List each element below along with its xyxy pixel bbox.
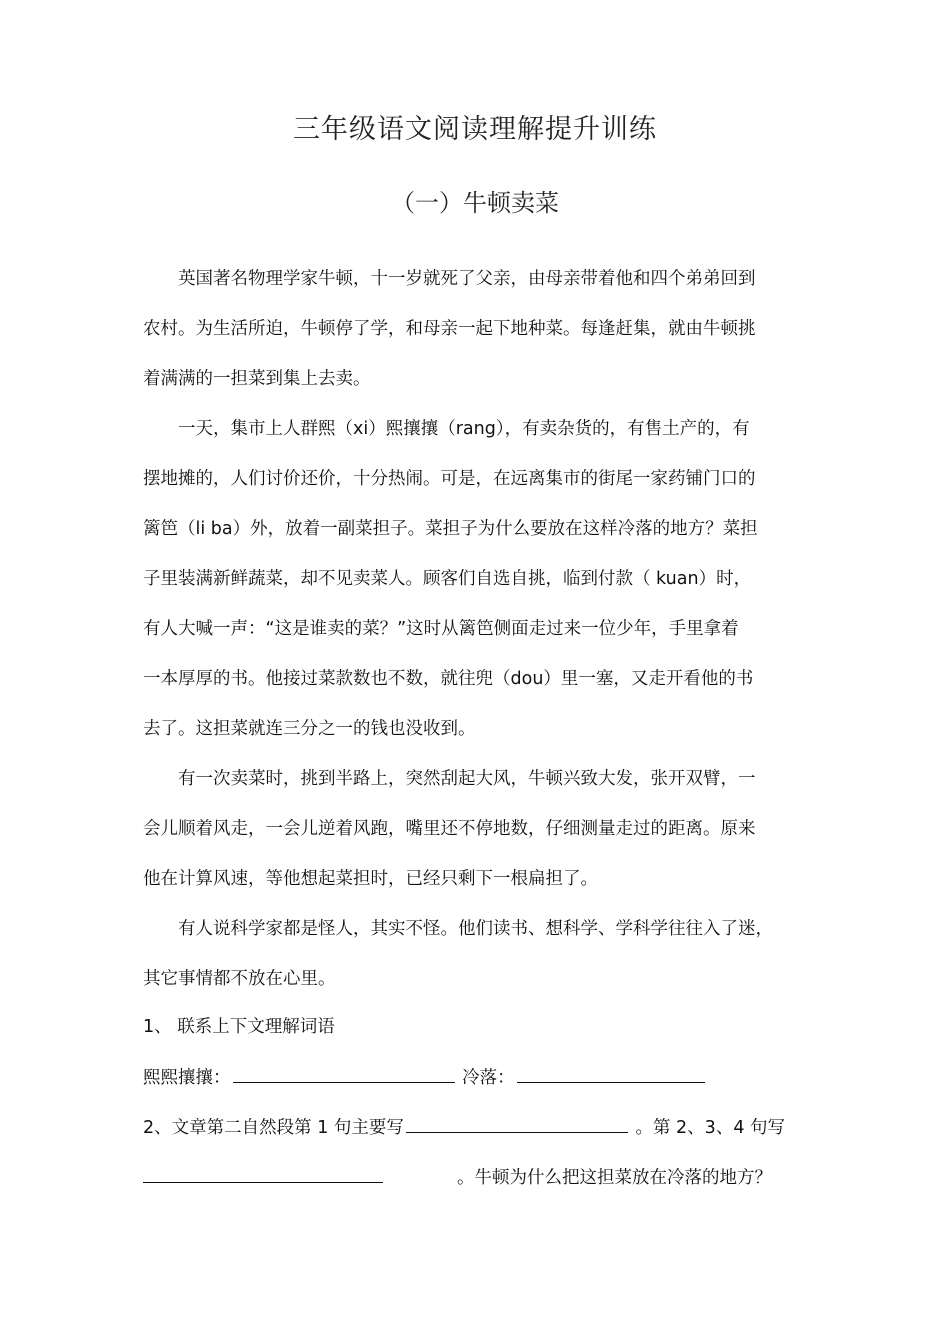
paragraph-line: 其它事情都不放在心里。 xyxy=(143,969,336,989)
question-2-line-1 xyxy=(143,1112,813,1142)
paragraph-line: 农村。为生活所迫，牛顿停了学，和母亲一起下地种菜。每逢赶集，就由牛顿挑 xyxy=(143,319,756,339)
paragraph-line: 一天，集市上人群熙（xi）熙攘攘（rang），有卖杂货的，有售土产的，有 xyxy=(143,419,750,439)
term-label-lengluo: 冷落： xyxy=(462,1068,515,1088)
answer-blank-lengluo[interactable] xyxy=(517,1062,705,1083)
paragraph-line: 子里装满新鲜蔬菜，却不见卖菜人。顾客们自选自挑，临到付款（ kuan）时， xyxy=(143,569,752,589)
paragraph-line: 他在计算风速，等他想起菜担时，已经只剩下一根扁担了。 xyxy=(143,869,598,889)
answer-blank-q2-a[interactable] xyxy=(406,1112,628,1133)
question-2-line-2 xyxy=(143,1162,813,1192)
question-1-heading: 1、 联系上下文理解词语 xyxy=(143,1017,335,1037)
paragraph-line: 有人大喊一声：“这是谁卖的菜？”这时从篱笆侧面走过来一位少年，手里拿着 xyxy=(143,619,739,639)
paragraph-line: 去了。这担菜就连三分之一的钱也没收到。 xyxy=(143,719,476,739)
question-2-text-c: 。牛顿为什么把这担菜放在冷落的地方？ xyxy=(457,1168,772,1188)
document-title: 三年级语文阅读理解提升训练 xyxy=(293,114,657,145)
question-2-text-a: 2、文章第二自然段第 1 句主要写 xyxy=(143,1118,404,1138)
term-label-xixirangrang: 熙熙攘攘： xyxy=(143,1068,231,1088)
answer-blank-xixirangrang[interactable] xyxy=(233,1062,455,1083)
question-1-terms xyxy=(143,1062,813,1092)
paragraph-line: 英国著名物理学家牛顿，十一岁就死了父亲，由母亲带着他和四个弟弟回到 xyxy=(143,269,756,289)
document-subtitle: （一）牛顿卖菜 xyxy=(391,189,559,217)
paragraph-line: 篱笆（li ba）外，放着一副菜担子。菜担子为什么要放在这样冷落的地方？菜担 xyxy=(143,519,758,539)
paragraph-line: 有一次卖菜时，挑到半路上，突然刮起大风，牛顿兴致大发，张开双臂，一 xyxy=(143,769,756,789)
paragraph-line: 摆地摊的，人们讨价还价，十分热闹。可是，在远离集市的街尾一家药铺门口的 xyxy=(143,469,756,489)
paragraph-line: 一本厚厚的书。他接过菜款数也不数，就往兜（dou）里一塞，又走开看他的书 xyxy=(143,669,754,689)
paragraph-line: 会儿顺着风走，一会儿逆着风跑，嘴里还不停地数，仔细测量走过的距离。原来 xyxy=(143,819,756,839)
answer-blank-q2-b[interactable] xyxy=(143,1162,383,1183)
paragraph-line: 着满满的一担菜到集上去卖。 xyxy=(143,369,371,389)
paragraph-line: 有人说科学家都是怪人，其实不怪。他们读书、想科学、学科学往往入了迷， xyxy=(143,919,773,939)
question-2-text-b: 。第 2、3、4 句写 xyxy=(635,1118,786,1138)
